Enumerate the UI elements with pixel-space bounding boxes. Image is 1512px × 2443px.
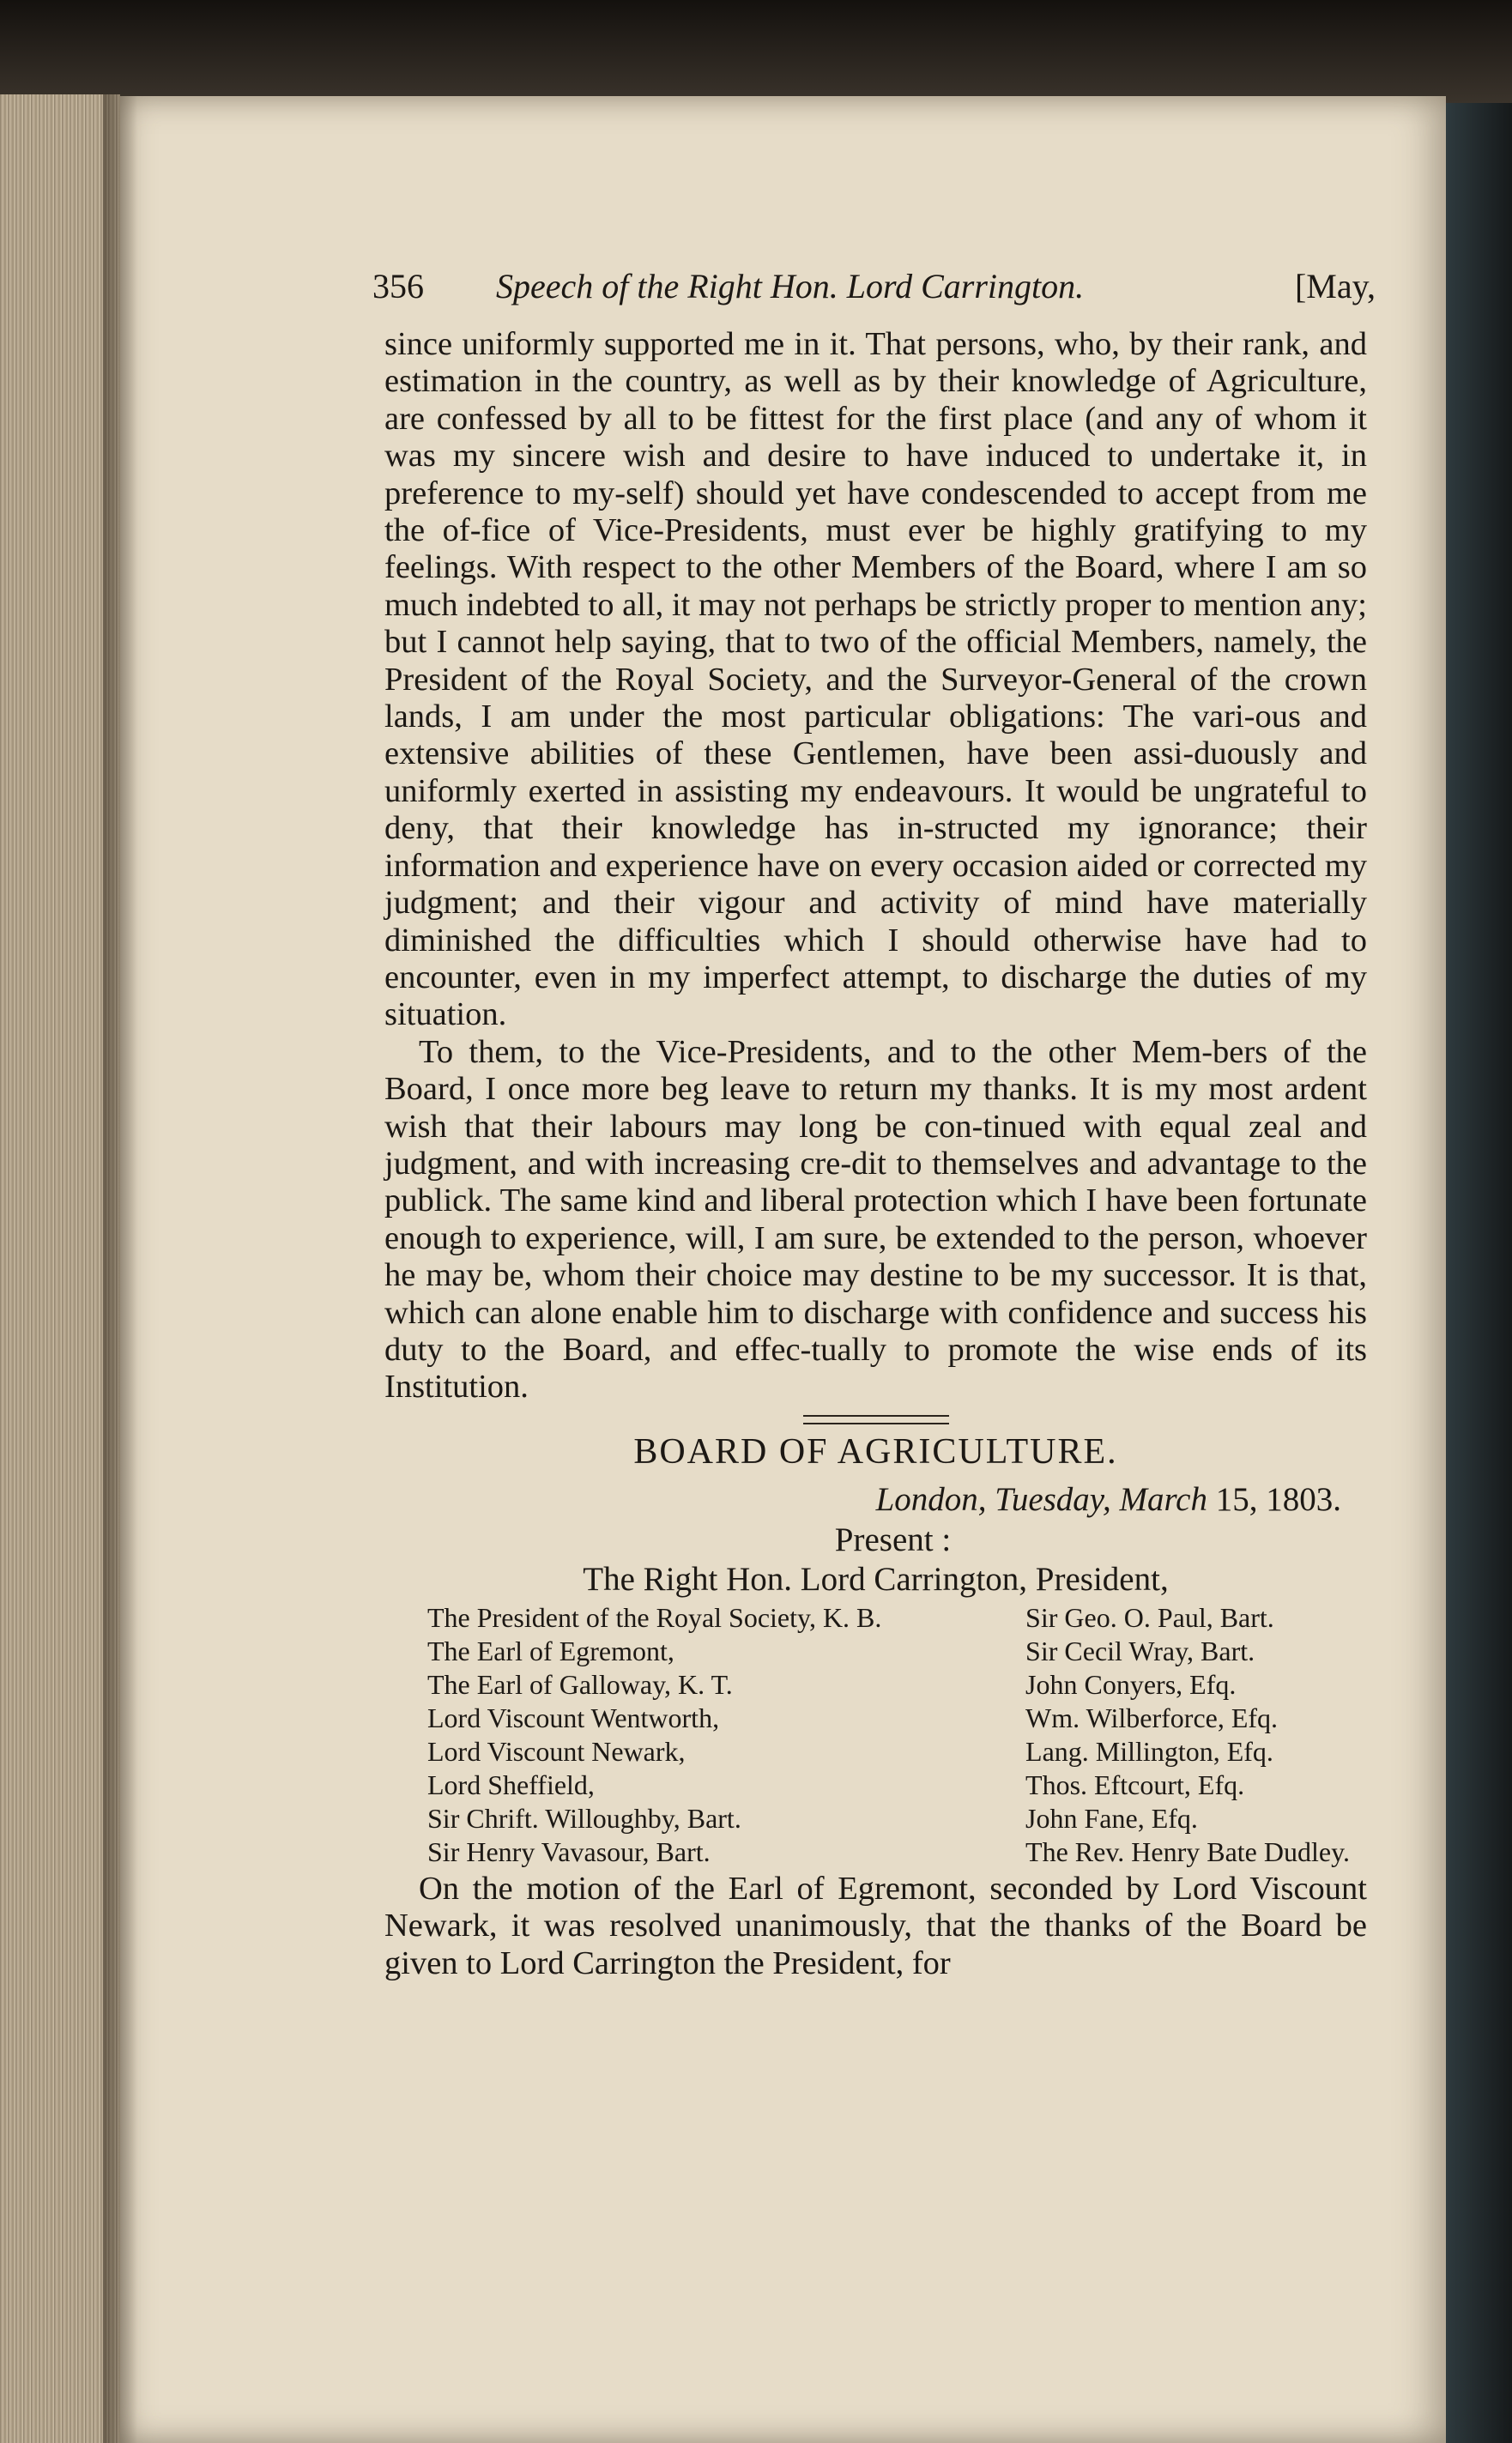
attendee: Sir Cecil Wray, Bart. — [1025, 1635, 1255, 1666]
attendee-list — [384, 1601, 1367, 1869]
attendee-column-left — [384, 1601, 881, 1869]
attendee: The Rev. Henry Bate Dudley. — [1025, 1835, 1350, 1867]
speech-paragraph: since uniformly supported me in it. That persons, who, by their rank, and estimation in the country, as well as by their knowledge of Agriculture, are confessed by all to be fittest for the first place (and any of whom it was my sincere wish and desire to have induced to undertake it, in preference to my-self) should yet have condescended to accept from me the of-fice of Vice-Presidents, must ever be highly gratifying to my feelings. With respect to the other Members of the Board, where I am so much indebted to all, it may not perhaps be strictly proper to mention any; but I cannot help saying, that to two of the official Members, namely, the President of the Royal Society, and the Surveyor-General of the crown lands, I am under the most particular obligations: The vari-ous and extensive abilities of these Gentlemen, have been assi-duously and uniformly exerted in assisting my endeavours. It would be ungrateful to deny, that their knowledge has in-structed my ignorance; their information and experience have on every occasion aided or corrected my judgment; and their vigour and activity of mind have materially diminished the difficulties which I should otherwise have had to encounter, even in my imperfect attempt, to discharge the duties of my situation. — [384, 326, 1367, 1033]
resolution-text: On the motion of the Earl of Egremont, seconded by Lord Viscount Newark, it was resolved unanimously, that the thanks of the Board be given to Lord Carrington the President, for — [384, 1870, 1367, 1981]
running-head — [372, 266, 1376, 326]
present-label: Present : — [834, 1521, 952, 1558]
attendee: Sir Henry Vavasour, Bart. — [427, 1835, 711, 1867]
speech-paragraph: To them, to the Vice-Presidents, and to the other Mem-bers of the Board, I once more beg leave to return my thanks. It is my most ardent wish that their labours may long be con-tinued with equal zeal and judgment, and with increasing cre-dit to themselves and advantage to the publick. The same kind and liberal protection which I have been fortunate enough to experience, will, I am sure, be extended to the person, whoever he may be, whom their choice may destine to be my successor. It is that, which can alone enable him to discharge with confidence and success his duty to the Board, and effec-tually to promote the wise ends of its Institution. — [384, 1033, 1367, 1406]
page-number: 356 — [372, 267, 424, 305]
backdrop — [0, 0, 1512, 103]
president-line: The Right Hon. Lord Carrington, President, — [583, 1560, 1169, 1598]
attendee: Sir Geo. O. Paul, Bart. — [1025, 1601, 1274, 1633]
dateline-year: 1803. — [1266, 1480, 1341, 1518]
attendee: Wm. Wilberforce, Efq. — [1025, 1702, 1279, 1733]
running-month: [May, — [1294, 267, 1376, 305]
attendee: John Conyers, Efq. — [1025, 1668, 1237, 1700]
attendee: Lord Viscount Wentworth, — [427, 1702, 720, 1733]
meeting-dateline — [384, 1479, 1367, 1521]
dateline-day: 15, — [1215, 1480, 1258, 1518]
attendee: Lang. Millington, Efq. — [1025, 1735, 1273, 1767]
attendee: Sir Chrift. Willoughby, Bart. — [427, 1802, 741, 1834]
spine-shadow — [103, 94, 137, 2443]
attendee-column-right — [1025, 1601, 1350, 1869]
attendee: Thos. Eftcourt, Efq. — [1025, 1769, 1245, 1800]
attendee: John Fane, Efq. — [1025, 1802, 1198, 1834]
dateline-place: London, Tuesday, March — [875, 1480, 1207, 1518]
attendee: The President of the Royal Society, K. B. — [427, 1601, 882, 1633]
speech-text — [384, 326, 1367, 1406]
running-title: Speech of the Right Hon. Lord Carrington. — [496, 267, 1085, 305]
attendee: Lord Viscount Newark, — [427, 1735, 686, 1767]
book-cover — [1446, 103, 1512, 2443]
page-edges — [0, 94, 120, 2443]
attendee: Lord Sheffield, — [427, 1769, 595, 1800]
section-heading: BOARD OF AGRICULTURE. — [633, 1431, 1118, 1472]
attendee: The Earl of Egremont, — [427, 1635, 674, 1666]
section-divider — [803, 1415, 949, 1424]
attendee: The Earl of Galloway, K. T. — [427, 1668, 733, 1700]
page-content — [372, 266, 1376, 1982]
